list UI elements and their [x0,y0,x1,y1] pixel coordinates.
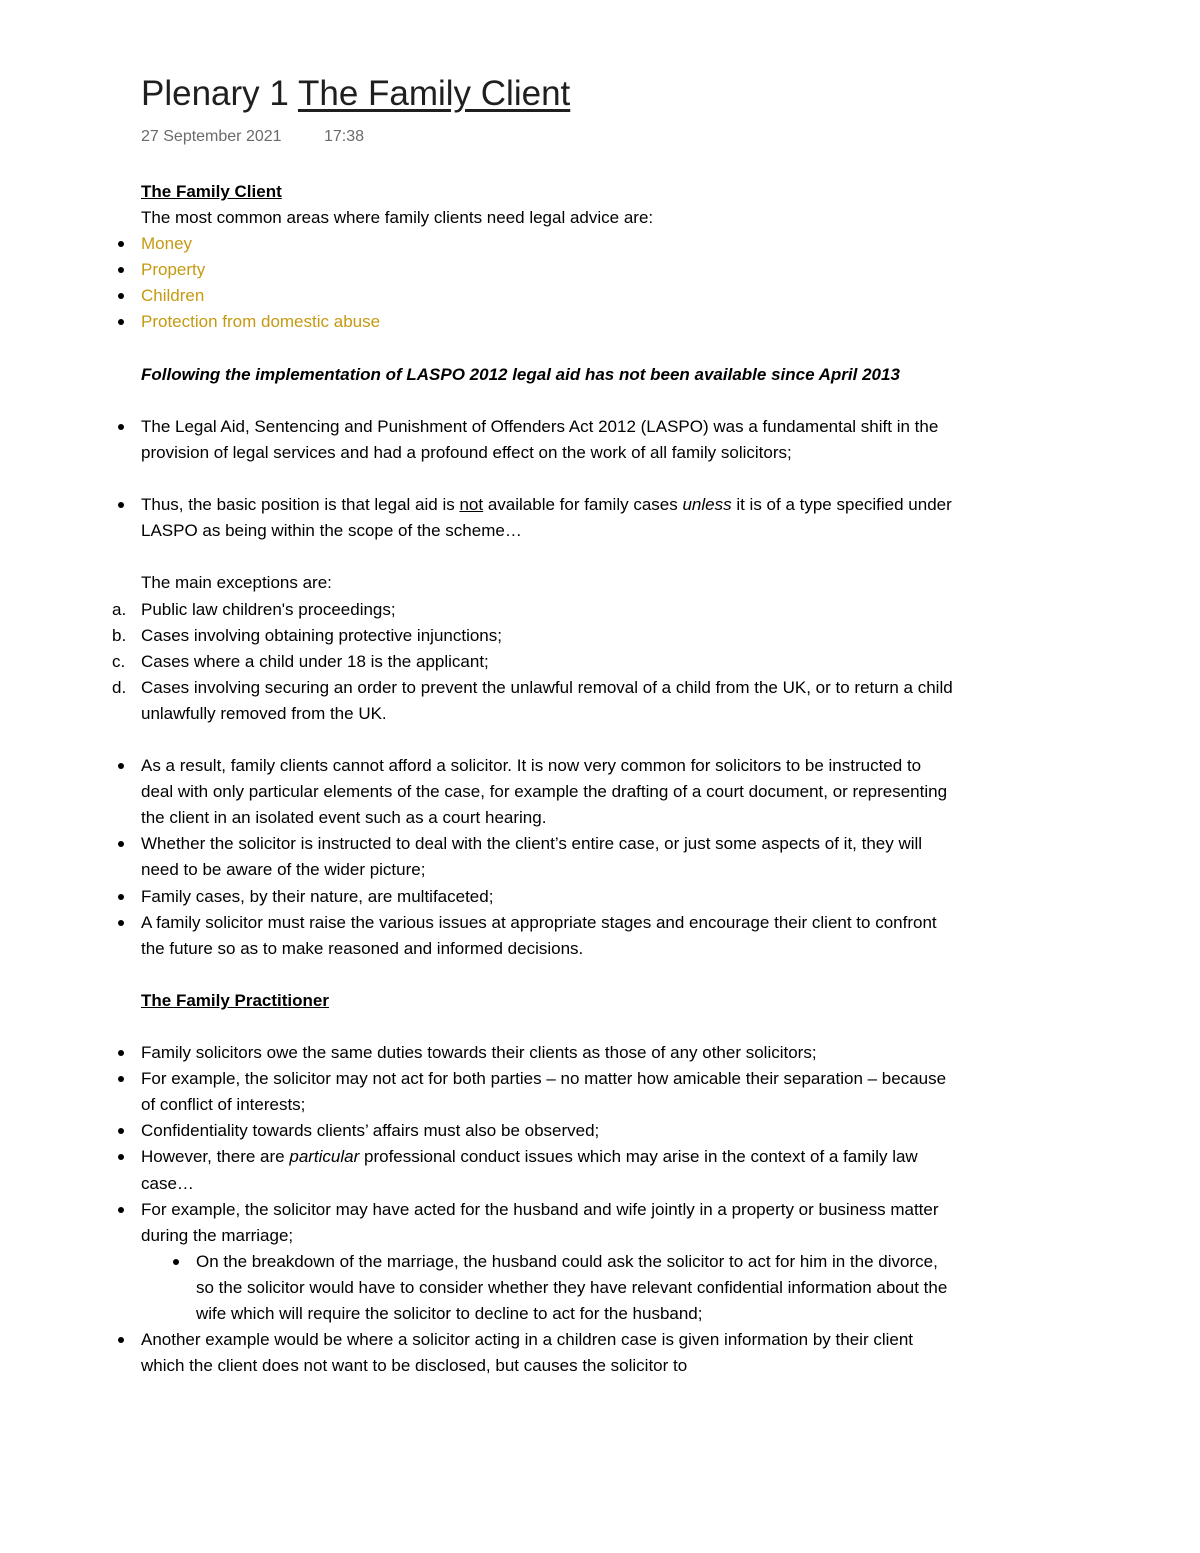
list-item [112,623,956,649]
list-item [141,492,956,544]
exceptions-list [112,597,956,727]
text-run: professional conduct issues which may arise in the context of a family law case… [141,1147,918,1193]
text-run: available for family cases [483,495,683,515]
result-bullets [141,753,956,962]
list-item: Money [141,231,956,257]
laspo-bullets [141,414,956,466]
intro-text: The most common areas where family clients need legal advice are: [141,208,654,228]
list-text: Cases involving securing an order to prevent the unlawful removal of a child from the UK, or to return a child unlawfully removed from the UK. [141,677,953,723]
list-marker: a. [112,599,127,619]
sub-list [141,1249,956,1327]
list-item: Protection from domestic abuse [141,309,956,335]
text-run: it is of a type specified under LASPO as being within the scope of the scheme… [141,495,952,541]
list-item: Property [141,257,956,283]
list-item: For example, the solicitor may not act for both parties – no matter how amicable their separation – because of conflict of interests; [141,1066,956,1118]
list-item [141,1144,956,1196]
list-text: Public law children's proceedings; [141,599,396,619]
list-item: A family solicitor must raise the various issues at appropriate stages and encourage their client to confront the future so as to make reasoned and informed decisions. [141,910,956,962]
list-item [141,1197,956,1327]
title-prefix: Plenary 1 [141,74,289,113]
exceptions-intro: The main exceptions are: [141,573,332,593]
list-item [112,597,956,623]
practitioner-bullets [141,1040,956,1379]
list-item: Another example would be where a solicitor acting in a children case is given information by their client which the client does not want to be disclosed, but causes the solicitor to [141,1327,956,1379]
list-item: On the breakdown of the marriage, the husband could ask the solicitor to act for him in the divorce, so the solicitor would have to consider whether they have relevant confidential information about the wife which will require the solicitor to decline to act for the husband; [196,1249,956,1327]
laspo-note: Following the implementation of LASPO 2012 legal aid has not been available since April 2013 [141,364,900,384]
note-timestamp [141,128,364,146]
page-title [141,74,570,114]
note-body [112,179,956,1379]
list-text: Cases involving obtaining protective injunctions; [141,625,502,645]
position-bullets [141,492,956,544]
text-run: particular [289,1147,360,1167]
list-item: As a result, family clients cannot afford a solicitor. It is now very common for solicitors to be instructed to deal with only particular elements of the case, for example the drafting of a court document, or representing the client in an isolated event such as a court hearing. [141,753,956,831]
list-marker: c. [112,651,126,671]
list-item: The Legal Aid, Sentencing and Punishment of Offenders Act 2012 (LASPO) was a fundamental shift in the provision of legal services and had a profound effect on the work of all family solicitors; [141,414,956,466]
list-item: Confidentiality towards clients’ affairs must also be observed; [141,1118,956,1144]
list-text: Cases where a child under 18 is the applicant; [141,651,489,671]
list-marker: b. [112,625,127,645]
list-item: Family cases, by their nature, are multifaceted; [141,884,956,910]
section-heading-family-client: The Family Client [141,182,282,201]
list-marker: d. [112,677,127,697]
list-item [112,675,956,727]
text-run: unless [682,495,732,515]
list-text: For example, the solicitor may have acted for the husband and wife jointly in a property or business matter during the marriage; [141,1199,939,1245]
title-main: The Family Client [297,74,571,113]
note-time: 17:38 [324,128,365,145]
list-item: Whether the solicitor is instructed to deal with the client’s entire case, or just some aspects of it, they will need to be aware of the wider picture; [141,831,956,883]
areas-list [141,231,956,335]
text-run: However, there are [141,1147,290,1167]
list-item [112,649,956,675]
list-item: Family solicitors owe the same duties towards their clients as those of any other solicitors; [141,1040,956,1066]
list-item: Children [141,283,956,309]
note-date: 27 September 2021 [141,128,282,145]
text-run: not [459,495,484,515]
text-run: Thus, the basic position is that legal aid is [141,495,460,515]
section-heading-family-practitioner: The Family Practitioner [141,990,329,1010]
